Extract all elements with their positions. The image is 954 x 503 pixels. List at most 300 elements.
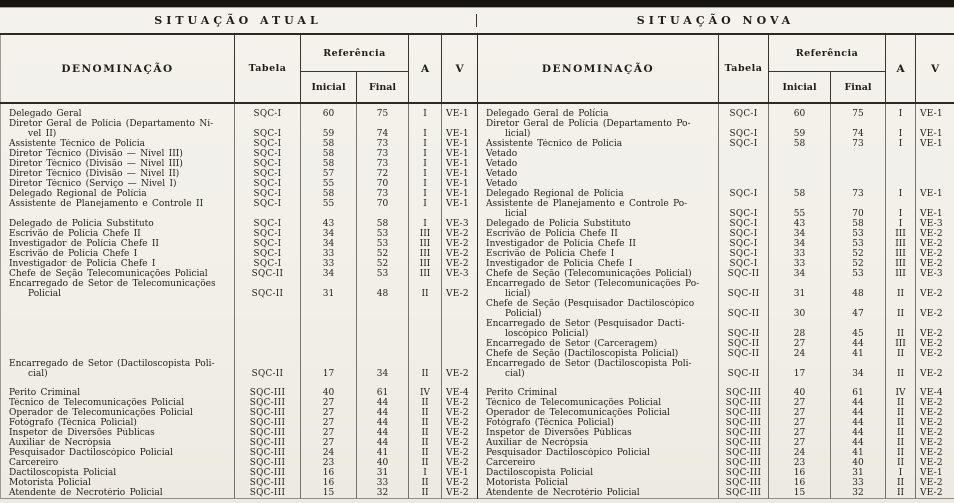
table-row <box>1 129 954 139</box>
denominacao-cell-nova: Diretor Geral de Polícia (Departamento Po- <box>478 119 719 129</box>
grade-v-cell-atual <box>442 319 478 329</box>
inicial-cell-atual: 17 <box>301 369 357 379</box>
grade-v-cell-nova: VE-2 <box>920 478 943 488</box>
grade-a-cell-nova <box>886 179 916 189</box>
grade-v-cell-nova <box>916 149 954 159</box>
grade-a-cell-atual: I <box>409 179 442 189</box>
table-row <box>1 189 954 199</box>
denominacao-cell-atual: Operador de Telecomunicações Policial <box>1 408 235 418</box>
table-row <box>1 319 954 329</box>
denominacao-cell-atual: Policial <box>1 289 235 299</box>
inicial-cell-nova: 16 <box>769 468 831 478</box>
inicial-cell-atual: 60 <box>301 103 357 119</box>
grade-a-cell-atual: III <box>409 239 442 249</box>
grade-v-cell-nova <box>916 359 954 369</box>
tabela-cell-nova: SQC-III <box>719 478 769 488</box>
grade-v-cell-nova: VE-1 <box>920 129 943 139</box>
final-cell-nova: 48 <box>831 289 886 299</box>
grade-a-cell-atual: I <box>409 139 442 149</box>
denominacao-cell-atual <box>1 339 235 349</box>
denominacao-cell-atual: Diretor Técnico (Divisão — Nível III) <box>1 149 235 159</box>
inicial-cell-atual: 58 <box>301 189 357 199</box>
grade-v-cell-atual <box>442 299 478 309</box>
table-row <box>1 468 954 478</box>
tabela-cell-nova: SQC-III <box>719 379 769 398</box>
tabela-cell-nova: SQC-I <box>719 229 769 239</box>
inicial-cell-atual: 58 <box>301 139 357 149</box>
grade-v-cell-atual: VE-2 <box>442 438 478 448</box>
table-row <box>1 339 954 349</box>
grade-v-cell-atual: VE-2 <box>442 229 478 239</box>
col-header-inicial-atual: Inicial <box>301 72 357 104</box>
grade-v-cell-atual: VE-1 <box>442 103 478 119</box>
inicial-cell-nova: 27 <box>769 339 831 349</box>
inicial-cell-nova: 16 <box>769 478 831 488</box>
tabela-cell-atual <box>235 309 301 319</box>
final-cell-atual: 44 <box>357 428 409 438</box>
grade-v-cell-nova: VE-2 <box>920 428 943 438</box>
grade-v-cell-nova: VE-2 <box>920 329 943 339</box>
grade-v-cell-nova: VE-2 <box>920 289 943 299</box>
col-header-final-nova: Final <box>831 72 886 104</box>
inicial-cell-atual: 33 <box>301 249 357 259</box>
grade-v-cell-nova: VE-2 <box>920 249 943 259</box>
final-cell-nova: 52 <box>831 259 886 269</box>
table-row <box>1 259 954 269</box>
inicial-cell-atual: 16 <box>301 468 357 478</box>
inicial-cell-atual: 43 <box>301 219 357 229</box>
grade-v-cell-nova <box>916 179 954 189</box>
inicial-cell-nova <box>769 159 831 169</box>
inicial-cell-atual <box>301 309 357 319</box>
denominacao-cell-atual: Escrivão de Polícia Chefe I <box>1 249 235 259</box>
grade-v-cell-atual: VE-4 <box>442 379 478 398</box>
inicial-cell-atual <box>301 329 357 339</box>
grade-v-cell-atual: VE-1 <box>442 149 478 159</box>
grade-v-cell-atual <box>442 339 478 349</box>
tabela-cell-atual: SQC-I <box>235 249 301 259</box>
tabela-cell-atual: SQC-III <box>235 448 301 458</box>
inicial-cell-atual: 24 <box>301 448 357 458</box>
tabela-cell-nova: SQC-I <box>719 103 769 119</box>
final-cell-nova: 53 <box>831 229 886 239</box>
table-row <box>1 329 954 339</box>
tabela-cell-atual: SQC-I <box>235 169 301 179</box>
inicial-cell-nova: 15 <box>769 488 831 499</box>
grade-v-cell-atual: VE-3 <box>442 219 478 229</box>
table-row <box>1 398 954 408</box>
grade-a-cell-atual <box>409 329 442 339</box>
grade-v-cell-atual: VE-2 <box>442 488 478 499</box>
col-header-referencia-nova: Referência <box>769 35 886 72</box>
final-cell-atual: 70 <box>357 179 409 189</box>
tabela-cell-atual: SQC-I <box>235 219 301 229</box>
inicial-cell-atual: 27 <box>301 428 357 438</box>
grade-a-cell-nova: II <box>886 398 916 408</box>
denominacao-cell-nova: Auxiliar de Necrópsia <box>478 438 719 448</box>
denominacao-cell-atual <box>1 329 235 339</box>
final-cell-atual: 53 <box>357 269 409 279</box>
denominacao-cell-atual: Técnico de Telecomunicações Policial <box>1 398 235 408</box>
grade-a-cell-atual: II <box>409 418 442 428</box>
tabela-cell-atual <box>235 279 301 289</box>
final-cell-atual: 61 <box>357 379 409 398</box>
final-cell-atual <box>357 319 409 329</box>
inicial-cell-atual: 15 <box>301 488 357 499</box>
table-row <box>1 209 954 219</box>
col-header-referencia-atual: Referência <box>301 35 409 72</box>
inicial-cell-atual: 27 <box>301 418 357 428</box>
final-cell-nova: 34 <box>831 369 886 379</box>
inicial-cell-atual <box>301 299 357 309</box>
grade-v-cell-nova <box>916 199 954 209</box>
grade-a-cell-nova <box>886 149 916 159</box>
inicial-cell-nova: 40 <box>769 379 831 398</box>
final-cell-atual <box>357 359 409 369</box>
grade-a-cell-nova <box>886 299 916 309</box>
grade-a-cell-atual: II <box>409 448 442 458</box>
grade-v-cell-atual: VE-2 <box>442 289 478 299</box>
grade-v-cell-atual <box>442 309 478 319</box>
final-cell-nova: 32 <box>831 488 886 499</box>
grade-a-cell-nova <box>886 169 916 179</box>
final-cell-atual: 44 <box>357 408 409 418</box>
tabela-cell-nova: SQC-III <box>719 488 769 499</box>
inicial-cell-nova: 33 <box>769 259 831 269</box>
inicial-cell-nova: 24 <box>769 349 831 359</box>
table-row <box>1 478 954 488</box>
table-row <box>1 309 954 319</box>
inicial-cell-nova: 34 <box>769 269 831 279</box>
col-header-a-nova: A <box>886 35 916 103</box>
grade-v-cell-atual: VE-2 <box>442 369 478 379</box>
denominacao-cell-nova: Vetado <box>478 169 719 179</box>
denominacao-cell-nova: Vetado <box>478 159 719 169</box>
grade-v-cell-nova: VE-2 <box>920 339 943 349</box>
tabela-cell-atual <box>235 329 301 339</box>
inicial-cell-atual <box>301 339 357 349</box>
final-cell-atual <box>357 349 409 359</box>
final-cell-nova: 40 <box>831 458 886 468</box>
denominacao-cell-nova: Chefe de Seção (Telecomunicações Policial) <box>478 269 719 279</box>
grade-a-cell-nova <box>886 279 916 289</box>
table-row <box>1 229 954 239</box>
tabela-cell-atual: SQC-III <box>235 379 301 398</box>
final-cell-atual: 72 <box>357 169 409 179</box>
final-cell-atual <box>357 279 409 289</box>
inicial-cell-atual <box>301 279 357 289</box>
grade-a-cell-nova <box>886 359 916 369</box>
table-row <box>1 219 954 229</box>
grade-a-cell-atual: III <box>409 269 442 279</box>
grade-v-cell-atual <box>442 209 478 219</box>
table-row <box>1 103 954 119</box>
inicial-cell-atual: 16 <box>301 478 357 488</box>
grade-a-cell-atual <box>409 119 442 129</box>
grade-a-cell-atual <box>409 299 442 309</box>
tabela-cell-nova <box>719 199 769 209</box>
grade-a-cell-atual: II <box>409 428 442 438</box>
final-cell-nova <box>831 319 886 329</box>
denominacao-cell-atual: Carcereiro <box>1 458 235 468</box>
denominacao-cell-nova: Inspetor de Diversões Públicas <box>478 428 719 438</box>
grade-a-cell-atual <box>409 359 442 369</box>
table-row <box>1 139 954 149</box>
inicial-cell-nova: 60 <box>769 103 831 119</box>
tabela-cell-nova: SQC-II <box>719 309 769 319</box>
inicial-cell-nova: 31 <box>769 289 831 299</box>
denominacao-cell-nova: Assistente de Planejamento e Controle Po- <box>478 199 719 209</box>
tabela-cell-atual: SQC-I <box>235 179 301 189</box>
tabela-cell-atual <box>235 339 301 349</box>
grade-v-cell-atual: VE-1 <box>442 199 478 209</box>
inicial-cell-atual <box>301 119 357 129</box>
denominacao-cell-nova: Carcereiro <box>478 458 719 468</box>
top-rule <box>0 0 954 7</box>
grade-a-cell-atual <box>409 279 442 289</box>
inicial-cell-nova: 24 <box>769 448 831 458</box>
final-cell-atual: 73 <box>357 139 409 149</box>
inicial-cell-atual: 23 <box>301 458 357 468</box>
denominacao-cell-atual: Inspetor de Diversões Públicas <box>1 428 235 438</box>
final-cell-atual <box>357 339 409 349</box>
inicial-cell-nova <box>769 299 831 309</box>
tabela-cell-atual: SQC-I <box>235 199 301 209</box>
denominacao-cell-nova: licial) <box>478 289 719 299</box>
final-cell-nova: 58 <box>831 219 886 229</box>
final-cell-nova: 74 <box>831 129 886 139</box>
final-cell-nova: 75 <box>831 103 886 119</box>
final-cell-atual: 73 <box>357 189 409 199</box>
final-cell-nova: 73 <box>831 189 886 199</box>
denominacao-cell-nova: Investigador de Polícia Chefe I <box>478 259 719 269</box>
denominacao-cell-atual <box>1 309 235 319</box>
denominacao-cell-atual <box>1 349 235 359</box>
grade-a-cell-atual <box>409 319 442 329</box>
grade-a-cell-nova <box>886 159 916 169</box>
grade-a-cell-nova: II <box>886 289 916 299</box>
tabela-cell-nova: SQC-I <box>719 129 769 139</box>
tabela-cell-nova: SQC-II <box>719 269 769 279</box>
inicial-cell-atual: 31 <box>301 289 357 299</box>
grade-a-cell-atual <box>409 209 442 219</box>
grade-v-cell-nova: VE-2 <box>920 369 943 379</box>
inicial-cell-nova <box>769 149 831 159</box>
table-row <box>1 408 954 418</box>
grade-v-cell-nova: VE-2 <box>920 458 943 468</box>
denominacao-cell-atual: Investigador de Polícia Chefe II <box>1 239 235 249</box>
final-cell-atual: 58 <box>357 219 409 229</box>
tabela-cell-nova: SQC-I <box>719 209 769 219</box>
grade-a-cell-nova: II <box>886 309 916 319</box>
grade-v-cell-atual: VE-2 <box>442 249 478 259</box>
grade-v-cell-atual: VE-2 <box>442 448 478 458</box>
denominacao-cell-nova: Assistente Técnico de Polícia <box>478 139 719 149</box>
denominacao-cell-nova: cial) <box>478 369 719 379</box>
final-cell-atual <box>357 299 409 309</box>
inicial-cell-atual: 27 <box>301 408 357 418</box>
grade-a-cell-atual: II <box>409 438 442 448</box>
denominacao-cell-atual: Diretor Técnico (Divisão — Nível II) <box>1 169 235 179</box>
grade-a-cell-nova: III <box>886 229 916 239</box>
inicial-cell-nova: 27 <box>769 408 831 418</box>
table-row <box>1 458 954 468</box>
grade-a-cell-atual: I <box>409 468 442 478</box>
grade-v-cell-nova <box>916 319 954 329</box>
table-row <box>1 369 954 379</box>
inicial-cell-atual: 34 <box>301 269 357 279</box>
denominacao-cell-nova: Delegado Regional de Polícia <box>478 189 719 199</box>
grade-v-cell-nova <box>916 159 954 169</box>
table-row <box>1 249 954 259</box>
final-cell-nova <box>831 119 886 129</box>
tabela-cell-nova: SQC-II <box>719 349 769 359</box>
grade-a-cell-atual: I <box>409 189 442 199</box>
grade-v-cell-nova: VE-1 <box>920 189 943 199</box>
grade-a-cell-atual: III <box>409 259 442 269</box>
final-cell-atual: 52 <box>357 249 409 259</box>
grade-v-cell-nova: VE-3 <box>920 269 943 279</box>
final-cell-atual: 40 <box>357 458 409 468</box>
table-row <box>1 379 954 398</box>
table-row <box>1 279 954 289</box>
inicial-cell-nova: 27 <box>769 438 831 448</box>
grade-v-cell-nova: VE-2 <box>920 398 943 408</box>
grade-v-cell-atual: VE-2 <box>442 239 478 249</box>
grade-a-cell-nova: II <box>886 458 916 468</box>
final-cell-atual: 53 <box>357 229 409 239</box>
denominacao-cell-nova: Escrivão de Polícia Chefe II <box>478 229 719 239</box>
grade-v-cell-atual: VE-2 <box>442 428 478 438</box>
final-cell-nova <box>831 359 886 369</box>
tabela-cell-nova: SQC-I <box>719 259 769 269</box>
grade-a-cell-nova: I <box>886 129 916 139</box>
inicial-cell-atual: 58 <box>301 159 357 169</box>
final-cell-nova: 44 <box>831 339 886 349</box>
table-row <box>1 349 954 359</box>
final-cell-nova <box>831 299 886 309</box>
col-header-a-atual: A <box>409 35 442 103</box>
tabela-cell-atual: SQC-I <box>235 129 301 139</box>
table-row <box>1 149 954 159</box>
final-cell-nova: 44 <box>831 418 886 428</box>
inicial-cell-nova: 55 <box>769 209 831 219</box>
grade-a-cell-atual: I <box>409 159 442 169</box>
tabela-cell-nova: SQC-III <box>719 428 769 438</box>
denominacao-cell-atual: Delegado Geral <box>1 103 235 119</box>
grade-a-cell-atual: I <box>409 149 442 159</box>
final-cell-atual: 33 <box>357 478 409 488</box>
grade-a-cell-atual: I <box>409 129 442 139</box>
grade-a-cell-atual: IV <box>409 379 442 398</box>
denominacao-cell-nova: Vetado <box>478 179 719 189</box>
grade-v-cell-atual: VE-1 <box>442 139 478 149</box>
grade-a-cell-nova: I <box>886 189 916 199</box>
tabela-cell-nova: SQC-I <box>719 239 769 249</box>
table-row <box>1 239 954 249</box>
final-cell-nova <box>831 179 886 189</box>
table-row <box>1 119 954 129</box>
tabela-cell-nova: SQC-I <box>719 219 769 229</box>
grade-v-cell-nova: VE-2 <box>920 418 943 428</box>
final-cell-nova <box>831 159 886 169</box>
denominacao-cell-nova: Escrivão de Polícia Chefe I <box>478 249 719 259</box>
grade-a-cell-nova: II <box>886 448 916 458</box>
denominacao-cell-atual: Chefe de Seção Telecomunicações Policial <box>1 269 235 279</box>
table-row <box>1 179 954 189</box>
denominacao-cell-nova: Pesquisador Dactiloscópico Policial <box>478 448 719 458</box>
grade-v-cell-atual: VE-1 <box>442 179 478 189</box>
grade-v-cell-nova: VE-2 <box>920 229 943 239</box>
denominacao-cell-atual: Diretor Técnico (Divisão — Nível III) <box>1 159 235 169</box>
tabela-cell-atual: SQC-III <box>235 468 301 478</box>
situacao-atual-title: SITUAÇÃO ATUAL <box>0 14 477 27</box>
tabela-cell-atual <box>235 299 301 309</box>
grade-v-cell-nova: VE-1 <box>920 468 943 478</box>
grade-a-cell-nova: II <box>886 408 916 418</box>
final-cell-nova <box>831 279 886 289</box>
tabela-cell-atual: SQC-III <box>235 408 301 418</box>
denominacao-cell-atual: Encarregado de Setor de Telecomunicações <box>1 279 235 289</box>
inicial-cell-nova: 58 <box>769 189 831 199</box>
col-header-denominacao-nova: DENOMINAÇÃO <box>478 35 719 103</box>
grade-a-cell-atual <box>409 309 442 319</box>
final-cell-nova: 41 <box>831 448 886 458</box>
grade-a-cell-atual: II <box>409 488 442 499</box>
denominacao-cell-atual: Dactiloscopista Policial <box>1 468 235 478</box>
final-cell-nova: 33 <box>831 478 886 488</box>
table-row <box>1 359 954 369</box>
denominacao-cell-atual: Assistente de Planejamento e Controle II <box>1 199 235 209</box>
tabela-cell-nova: SQC-II <box>719 289 769 299</box>
denominacao-cell-atual: Delegado de Polícia Substituto <box>1 219 235 229</box>
grade-v-cell-atual: VE-2 <box>442 478 478 488</box>
grade-a-cell-nova: II <box>886 349 916 359</box>
inicial-cell-nova <box>769 179 831 189</box>
situacao-nova-title: SITUAÇÃO NOVA <box>636 13 795 27</box>
denominacao-cell-nova: Dactiloscopista Policial <box>478 468 719 478</box>
table-row <box>1 159 954 169</box>
grade-a-cell-atual: II <box>409 398 442 408</box>
grade-a-cell-nova: I <box>886 219 916 229</box>
denominacao-cell-atual: Fotógrafo (Técnica Policial) <box>1 418 235 428</box>
denominacao-cell-nova: Delegado de Polícia Substituto <box>478 219 719 229</box>
final-cell-atual: 32 <box>357 488 409 499</box>
tabela-cell-nova: SQC-II <box>719 369 769 379</box>
tabela-cell-atual: SQC-II <box>235 369 301 379</box>
tabela-cell-nova: SQC-III <box>719 458 769 468</box>
inicial-cell-atual: 55 <box>301 179 357 189</box>
final-cell-atual: 48 <box>357 289 409 299</box>
denominacao-cell-atual: Atendente de Necrotério Policial <box>1 488 235 499</box>
inicial-cell-nova: 27 <box>769 428 831 438</box>
grade-a-cell-nova <box>886 199 916 209</box>
final-cell-atual: 52 <box>357 259 409 269</box>
grade-a-cell-nova: II <box>886 428 916 438</box>
final-cell-atual <box>357 309 409 319</box>
grade-a-cell-atual <box>409 349 442 359</box>
grade-a-cell-atual: II <box>409 369 442 379</box>
grade-a-cell-nova: I <box>886 139 916 149</box>
inicial-cell-nova <box>769 169 831 179</box>
inicial-cell-nova: 59 <box>769 129 831 139</box>
inicial-cell-nova: 27 <box>769 398 831 408</box>
final-cell-atual: 31 <box>357 468 409 478</box>
grade-a-cell-nova: III <box>886 269 916 279</box>
col-header-v-nova: V <box>930 62 940 75</box>
denominacao-cell-nova: Encarregado de Setor (Telecomunicações Po- <box>478 279 719 289</box>
grade-v-cell-nova: VE-3 <box>920 219 943 229</box>
